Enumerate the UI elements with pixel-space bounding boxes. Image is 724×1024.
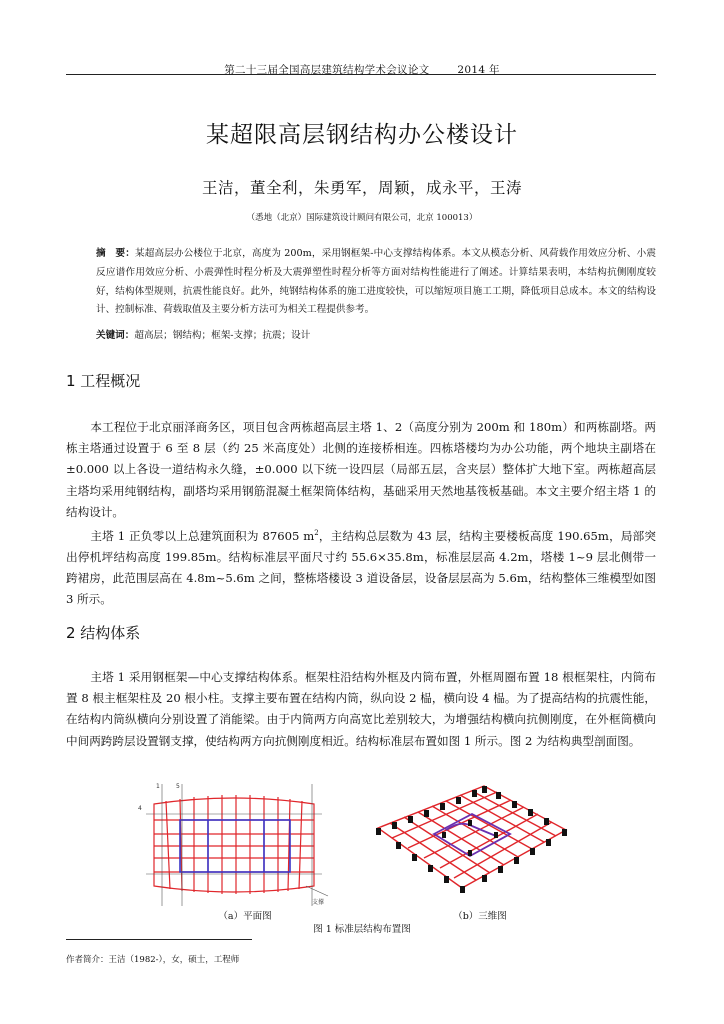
section2-paragraph-1: 主塔 1 采用钢框架—中心支撑结构体系。框架柱沿结构外框及内筒布置，外框周圈布置 18 根框架柱，内筒布置 8 根主框架柱及 20 根小柱。支撑主要布置在结构内筒，纵向设 2 榀，横向设 4 榀。为了提高结构的抗震性能，在结构内筒纵横向分别设置了消能梁。由于内筒两方向高宽比差别较大，为增强结构横向抗侧刚度，在外框筒横向中间两跨跨层设置钢支撑，使结构两方向抗侧刚度相近。结构标准层布置如图 1 所示。图 2 为结构典型剖面图。 xyxy=(66,670,656,748)
author-footnote: 作者简介：王洁（1982-），女，硕士，工程师 xyxy=(66,955,240,965)
section1-paragraph-1: 本工程位于北京丽泽商务区，项目包含两栋超高层主塔 1、2（高度分别为 200m 和 180m）和两栋副塔。两栋主塔通过设置于 6 至 8 层（约 25 米高度处）北侧的连接桥相连。四栋塔楼均为办公功能，两个地块主副塔在±0.000 以上各设一道结构永久缝，±0.000 以下统一设四层（局部五层，含夹层）整体扩大地下室。两栋超高层主塔均采用纯钢结构，副塔均采用钢筋混凝土框架筒体结构，基础采用天然地基筏板基础。本文主要介绍主塔 1 的结构设计。 xyxy=(66,420,656,519)
figure-subcaption-b: （b）三维图 xyxy=(453,911,507,922)
figure-subcaption-a: （a）平面图 xyxy=(218,911,272,922)
keywords-label: 关键词： xyxy=(96,330,135,341)
header-year: 2014 年 xyxy=(457,64,500,76)
abstract xyxy=(96,245,656,320)
authors: 王洁，董全利，朱勇军，周颖，成永平，王涛 xyxy=(201,179,522,197)
affiliation: （悉地（北京）国际建筑设计顾问有限公司，北京 100013） xyxy=(246,213,478,223)
plan-brace-label: 支撑 xyxy=(312,899,325,906)
header-rule xyxy=(66,74,656,75)
section2-heading: 2 结构体系 xyxy=(66,624,141,642)
paper-title: 某超限高层钢结构办公楼设计 xyxy=(206,122,518,148)
keywords xyxy=(96,327,656,341)
keywords-text: 超高层；钢结构；框架-支撑；抗震；设计 xyxy=(134,330,311,341)
footnote-rule xyxy=(66,939,252,940)
plan-view-figure xyxy=(136,782,332,908)
section1-paragraph-2: 主塔 1 正负零以上总建筑面积为 87605 $m^2$，主结构总层数为 43 层，结构主要楼板高度 190.65m，局部突出停机坪结构高度 199.85m。结构标准层平面尺寸约 55.6×35.8m，标准层层高 4.2m，塔楼 1~9 层北侧带一跨裙房，此范围层高在 4.8m~5.6m 之间，整栋塔楼设 3 道设备层，设备层层高为 5.6m，结构整体三维模型如图 3 所示。 xyxy=(66,528,656,607)
plan-axis-label-a: 1 xyxy=(156,783,160,790)
abstract-text: 某超高层办公楼位于北京，高度为 200m，采用钢框架-中心支撑结构体系。本文从模态分析、风荷载作用效应分析、小震反应谱作用效应分析、小震弹性时程分析及大震弹塑性时程分析等方面对结构性能进行了阐述。计算结果表明，本结构抗侧刚度较好，结构体型规则，抗震性能良好。此外，纯钢结构体系的施工进度较快，可以缩短项目施工工期，降低项目总成本。本文的结构设计、控制标准、荷载取值及主要分析方法可为相关工程提供参考。 xyxy=(96,248,657,316)
plan-axis-label-b: 5 xyxy=(176,783,180,790)
figure-caption: 图 1 标准层结构布置图 xyxy=(313,924,411,935)
section1-heading: 1 工程概况 xyxy=(66,372,141,390)
section1-body xyxy=(66,417,656,611)
section2-body xyxy=(66,667,656,752)
header-conference: 第二十三届全国高层建筑结构学术会议论文 xyxy=(224,64,430,76)
three-d-view-figure xyxy=(372,776,572,904)
plan-axis-label-c: 4 xyxy=(138,805,142,812)
abstract-label: 摘 要： xyxy=(96,248,135,259)
